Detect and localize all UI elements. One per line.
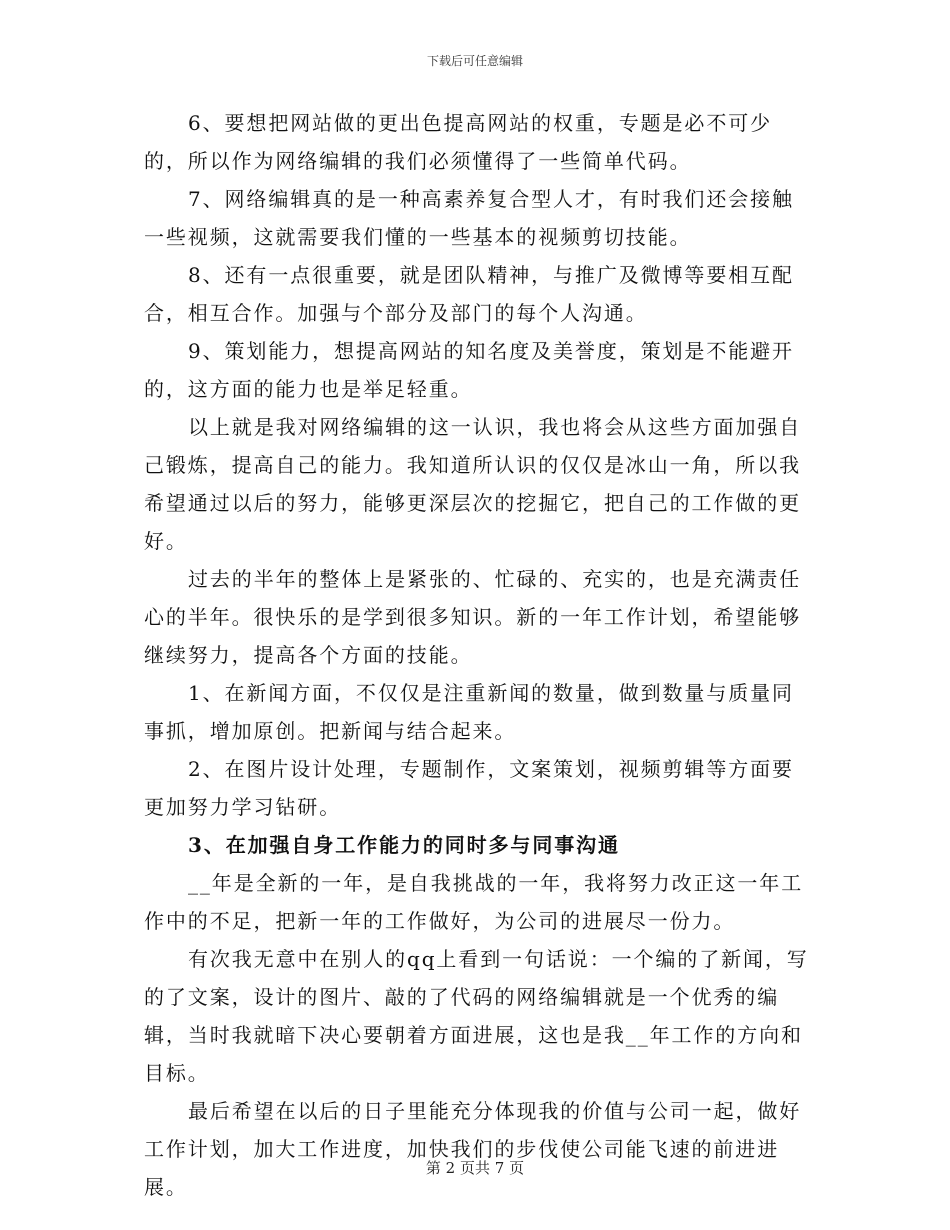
paragraph-plan-3-heading: 3、在加强自身工作能力的同时多与同事沟通 <box>188 833 620 857</box>
paragraph-item-7: 7、网络编辑真的是一种高素养复合型人才，有时我们还会接触一些视频，这就需要我们懂的一些基本的视频剪切技能。 <box>144 187 794 249</box>
paragraph-plan-1: 1、在新闻方面，不仅仅是注重新闻的数量，做到数量与质量同事抓，增加原创。把新闻与结合起来。 <box>144 681 794 743</box>
paragraph-item-6: 6、要想把网站做的更出色提高网站的权重，专题是必不可少的，所以作为网络编辑的我们必须懂得了一些简单代码。 <box>144 111 773 173</box>
paragraph-new-year: __年是全新的一年，是自我挑战的一年，我将努力改正这一年工作中的不足，把新一年的工作做好，为公司的进展尽一份力。 <box>144 871 804 933</box>
paragraph-item-9: 9、策划能力，想提高网站的知名度及美誉度，策划是不能避开的，这方面的能力也是举足轻重。 <box>144 339 794 401</box>
paragraph-review: 过去的半年的整体上是紧张的、忙碌的、充实的，也是充满责任心的半年。很快乐的是学到很多知识。新的一年工作计划，希望能够继续努力，提高各个方面的技能。 <box>144 567 802 667</box>
document-body <box>144 104 812 1206</box>
paragraph-qq-quote: 有次我无意中在别人的qq上看到一句话说：一个编的了新闻，写的了文案，设计的图片、敲的了代码的网络编辑就是一个优秀的编辑，当时我就暗下决心要朝着方面进展，这也是我__年工作的方向和目标。 <box>144 947 809 1085</box>
page-number: 第 2 页共 7 页 <box>425 1159 525 1177</box>
paragraph-plan-2: 2、在图片设计处理，专题制作，文案策划，视频剪辑等方面要更加努力学习钻研。 <box>144 757 794 819</box>
paragraph-summary: 以上就是我对网络编辑的这一认识，我也将会从这些方面加强自己锻炼，提高自己的能力。我知道所认识的仅仅是冰山一角，所以我希望通过以后的努力，能够更深层次的挖掘它，把自己的工作做的更好。 <box>144 415 802 553</box>
page-header: 下载后可任意编辑 <box>426 54 523 68</box>
paragraph-item-8: 8、还有一点很重要，就是团队精神，与推广及微博等要相互配合，相互合作。加强与个部分及部门的每个人沟通。 <box>144 263 794 325</box>
paragraph-closing: 最后希望在以后的日子里能充分体现我的价值与公司一起，做好工作计划，加大工作进度，加快我们的步伐使公司能飞速的前进进展。 <box>144 1099 802 1199</box>
